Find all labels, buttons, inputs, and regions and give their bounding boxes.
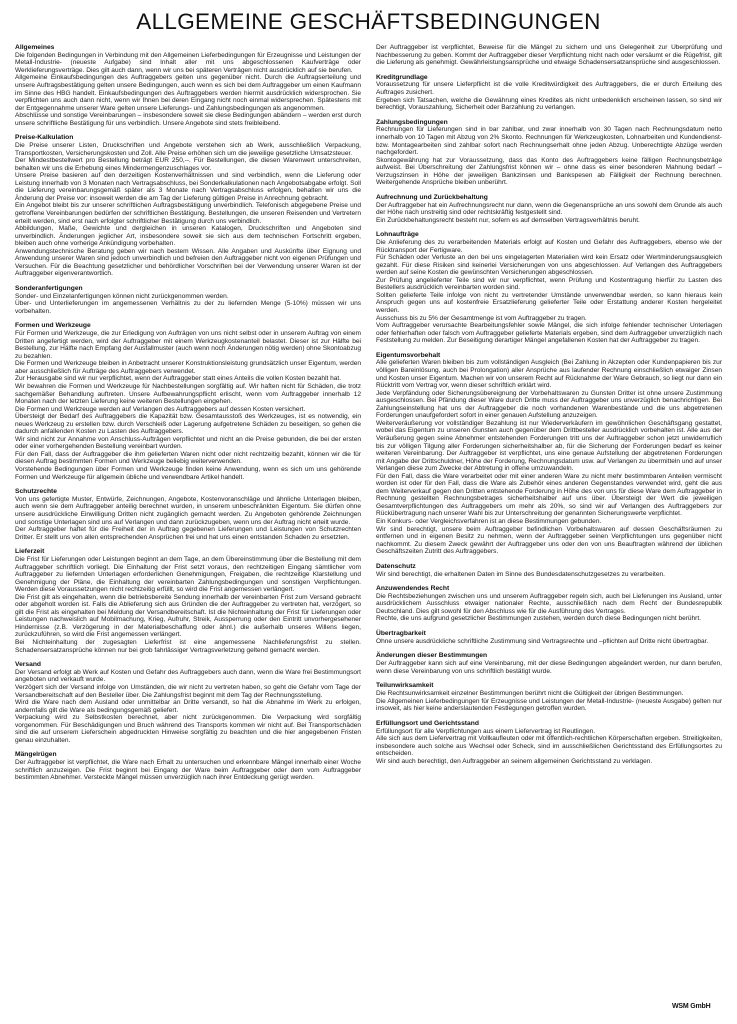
section-paragraph: Für den Fall, dass die Ware verarbeitet oder mit einer anderen Ware zu nicht mehr bestimmbaren Anteilen vermischt worden ist oder für den Fall, dass die Ware als Zubehör eines anderen Gegenstandes verwendet wird, geht die aus dem Weiterverkauf gegen den Dritten entstehende Forderung in Höhe des von uns für diese Ware dem Auftraggeber in Rechnung gestellten Rechnungsbetrages sicherheitshalber auf uns über. Übersteigt der Wert die jeweiligen Gesamtverpflichtungen des Auftraggebers um mehr als 20%, so sind wir auf Verlangen des Auftraggebers zur Rückübertragung nach unserer Wahl bis zur Unterschreitung der genannten Sicherungswerte verpflichtet.: [376, 472, 722, 518]
terms-section: [15, 134, 361, 278]
section-heading: Eigentumsvorbehalt: [376, 351, 441, 359]
section-paragraph: Zur Herausgabe sind wir nur verpflichtet, wenn der Auftraggeber statt eines Anteils die vollen Kosten bezahlt hat.: [15, 375, 342, 383]
terms-section: [376, 720, 722, 766]
terms-section: [376, 630, 722, 645]
section-paragraph: Wird die Ware nach dem Ausland oder unmittelbar an Dritte versandt, so hat die Abnahme im Werk zu erfolgen, andernfalls gilt die Ware als bedingungsgemäß geliefert.: [15, 699, 361, 714]
section-paragraph: Der Auftraggeber hat ein Aufrechnungsrecht nur dann, wenn die Gegenansprüche an uns sowohl dem Grunde als auch der Höhe nach unstreitig sind oder rechtskräftig festgestellt sind.: [376, 201, 722, 217]
section-paragraph: Verpackung wird zu Selbstkosten berechnet, aber nicht zurückgenommen. Die Verpackung wird sorgfältig vorgenommen. Für Beschädigungen und Bruch während des Transports kommen wir nicht auf. Bei Transportschäden sind die auf unserem Lieferschein abgedruckten Hinweise sorgfältig zu beachten und die hier angegebenen Fristen genau einzuhalten.: [15, 714, 361, 744]
section-paragraph: Verzögert sich der Versand infolge von Umständen, die wir nicht zu vertreten haben, so geht die Gefahr vom Tage der Versandbereitschaft auf den Besteller über. Die Zahlungsfrist beginnt mit dem Tag der Rechnungsstellung.: [15, 683, 361, 699]
section-heading: Teilunwirksamkeit: [376, 682, 434, 690]
section-heading: Formen und Werkzeuge: [15, 322, 91, 330]
section-paragraph: Für Formen und Werkzeuge, die zur Erledigung von Aufträgen von uns nicht selbst oder in unserem Auftrag von einem Dritten angefertigt werden, wird der Auftraggeber mit einem Werkzeugkostenanteil belastet. Dieser ist zur Hälfte bei Bestellung, zur Hälfte nach Empfang der Ausfallmuster (auch wenn noch Änderungen nötig werden) ohne Skontoabzug zu bezahlen.: [15, 330, 361, 360]
section-paragraph: Die Allgemeinen Lieferbedingungen für Erzeugnisse und Leistungen der Metall-Industrie- (neueste Ausgabe) gelten nur insoweit, als hier keine anderslautenden Festlegungen getroffen wurden.: [376, 697, 722, 713]
terms-section: [376, 352, 722, 556]
section-paragraph: Der Auftraggeber ist verpflichtet, Beweise für die Mängel zu sichern und uns Gelegenheit zur Überprüfung und Nachbesserung zu geben. Kommt der Auftraggeber dieser Verpflichtung nicht nach oder versäumt er die Rügefrist, gilt die Lieferung als genehmigt. Gewährleistungsansprüche und etwaige Schadensersatzansprüche sind ausgeschlossen.: [376, 44, 722, 67]
section-paragraph: Der Auftraggeber ist verpflichtet, die Ware nach Erhalt zu untersuchen und erkennbare Mängel innerhalb einer Woche schriftlich anzuzeigen. Die Frist beginnt bei Eingang der Ware beim Auftraggeber oder dem vom Auftraggeber bestimmten Abnehmer. Versteckte Mängel müssen unverzüglich nach ihrer Entdeckung gerügt werden.: [15, 759, 361, 782]
section-paragraph: Abschlüsse und sonstige Vereinbarungen – insbesondere soweit sie diese Bedingungen abändern – werden erst durch unsere schriftliche Bestätigung für uns verbindlich. Unsere Angebote sind stets freibleibend.: [15, 112, 361, 127]
section-paragraph: Ein Angebot bleibt bis zur unserer schriftlichen Auftragsbestätigung unverbindlich. Telefonisch abgegebene Preise und getroffene Vereinbarungen bedürfen der schriftlichen Bestätigung. Bestellungen, die unseren Reisenden und Vertretern erteilt werden, sind erst nach erfolgter schriftlicher Bestätigung durch uns verbindlich.: [15, 202, 361, 225]
section-paragraph: Von uns gefertigte Muster, Entwürfe, Zeichnungen, Angebote, Kostenvoranschläge und ähnliche Unterlagen bleiben, auch wenn sie dem Auftraggeber anteilig berechnet wurden, in unserem unbeschränkten Eigentum. Sie dürfen ohne unsere ausdrückliche Einwilligung Dritten nicht zugänglich gemacht werden. Zu Angeboten gehörende Zeichnungen und sonstige Unterlagen sind uns auf Verlangen und dann zurückzugeben, wenn uns der Auftrag nicht erteilt wurde.: [15, 495, 361, 526]
section-paragraph: Erfüllungsort für alle Verpflichtungen aus einem Liefervertrag ist Reutlingen.: [376, 727, 596, 735]
section-paragraph: Abbildungen, Maße, Gewichte und dergleichen in unseren Katalogen, Druckschriften und Angeboten sind unverbindlich. Änderungen jeglicher Art, insbesondere soweit sie sich aus dem technischen Fortschritt ergeben, bleiben auch ohne vorherige Ankündigung vorbehalten.: [15, 225, 361, 248]
terms-section: [15, 285, 361, 315]
terms-section: [15, 751, 361, 781]
section-paragraph: Jede Verpfändung oder Sicherungsübereignung der Vorbehaltswaren zu Gunsten Dritter ist ohne unsere Zustimmung ausgeschlossen. Bei Pfändung dieser Ware durch Dritte muss der Auftraggeber uns unverzüglich benachrichtigen. Bei Zahlungseinstellung hat uns der Auftraggeber die noch vorhandenen Warenbestände und die uns abgetretenen Forderungen unaufgefordert sofort in einer genauen Aufstellung anzuzeigen.: [376, 389, 722, 420]
section-heading: Preise-Kalkulation: [15, 134, 74, 142]
section-heading: Aufrechnung und Zurückbehaltung: [376, 193, 488, 201]
section-heading: Zahlungsbedingungen: [376, 118, 448, 126]
section-paragraph: Unsere Preise basieren auf den derzeitigen Kostenverhältnissen und sind verbindlich, wenn die Lieferung oder Leistung innerhalb von 3 Monaten nach Vertragsabschluss, bei Sonderkalkulationen nach Angebotsabgabe erfolgt. Soll die Lieferung vereinbarungsgemäß später als 3 Monate nach Vertragsabschluss erfolgen, behalten wir uns die Änderung der Preise vor: insoweit werden die am Tag der Lieferung gültigen Preise in Anrechnung gebracht.: [15, 172, 361, 202]
section-paragraph: Die Rechtsunwirksamkeit einzelner Bestimmungen berührt nicht die Gültigkeit der übrigen Bestimmungen.: [376, 690, 684, 698]
section-heading: Kreditgrundlage: [376, 73, 428, 81]
company-name: WSM GmbH: [672, 1003, 711, 1010]
page-title: ALLGEMEINE GESCHÄFTSBEDINGUNGEN: [136, 9, 601, 34]
section-heading: Sonderanfertigungen: [15, 284, 83, 292]
section-paragraph: Über- und Unterlieferungen im angemessenen Verhältnis zu der zu liefernden Menge (5-10%) müssen wir uns vorbehalten.: [15, 300, 361, 315]
section-heading: Mängelrügen: [15, 751, 57, 759]
terms-section: [15, 488, 361, 541]
terms-section: [15, 322, 361, 481]
section-heading: Datenschutz: [376, 562, 416, 570]
section-heading: Versand: [15, 661, 42, 669]
terms-section: [376, 44, 722, 67]
section-paragraph: Die Frist für Lieferungen oder Leistungen beginnt an dem Tage, an dem Übereinstimmung über die Bestellung mit dem Auftraggeber schriftlich vorliegt. Die Einhaltung der Frist setzt voraus, den rechtzeitigen Eingang sämtlicher vom Auftraggeber zu liefernden Unterlagen erforderlichen Genehmigungen, Freigaben, die rechtzeitige Klarstellung und Genehmigung der Pläne, die Einhaltung der vereinbarten Zahlungsbedingungen und sonstigen Verpflichtungen. Werden diese Voraussetzungen nicht rechtzeitig erfüllt, so wird die Frist angemessen verlängert.: [15, 555, 361, 594]
terms-section: [376, 74, 722, 112]
section-paragraph: Wir sind berechtigt, die erhaltenen Daten im Sinne des Bundesdatenschutzgesetzes zu verarbeiten.: [376, 570, 665, 578]
terms-section: [376, 652, 722, 675]
section-paragraph: Wir sind nicht zur Annahme von Anschluss-Aufträgen verpflichtet und nicht an die Preise gebunden, die bei der ersten oder einer vorhergehenden Bestellung vereinbart wurden.: [15, 435, 361, 451]
section-paragraph: Der Mindestbestellwert pro Bestellung beträgt EUR 250,--. Für Bestellungen, die diesen Warenwert unterschreiten, behalten wir uns die Erhebung eines Mindermengenzuschlages vor.: [15, 157, 361, 172]
terms-section: [376, 563, 722, 578]
section-heading: Lohnaufträge: [376, 231, 419, 239]
section-heading: Übertragbarkeit: [376, 630, 426, 638]
section-heading: Schutzrechte: [15, 488, 57, 496]
section-paragraph: Ergeben sich Tatsachen, welche die Gewährung eines Kredites als nicht unbedenklich erscheinen lassen, so sind wir berechtigt, Vorauszahlung, Sicherheit oder Barzahlung zu verlangen.: [376, 96, 722, 112]
section-heading: Anzuwendendes Recht: [376, 585, 450, 593]
section-heading: Änderungen dieser Bestimmungen: [376, 652, 488, 660]
section-paragraph: Vorstehende Bedingungen über Formen und Werkzeuge finden keine Anwendung, wenn es sich um uns gehörende Formen und Werkzeuge für allgemein übliche und verwendbare Artikel handelt.: [15, 465, 361, 481]
section-paragraph: Voraussetzung für unsere Lieferpflicht ist die volle Kreditwürdigkeit des Auftraggebers, die er durch Erteilung des Auftrages zusichert.: [376, 81, 722, 96]
terms-section: [15, 44, 361, 127]
section-paragraph: Für den Fall, dass der Auftraggeber die ihm gelieferten Waren nicht oder nicht rechtzeitig bezahlt, können wir die für diesen Auftrag bestimmten Formen und Werkzeuge beliebig weiterverwenden.: [15, 450, 361, 466]
section-paragraph: Sollten gelieferte Teile infolge von nicht zu vertretender Umstände unverwendbar werden, so kann hieraus kein Anspruch gegen uns auf kostenfreie Ersatzlieferung gelieferter Teile oder Erstattung anderer Kosten hergeleitet werden.: [376, 291, 722, 314]
section-paragraph: Bei Nichteinhaltung der zugesagten Lieferfrist ist eine angemessene Nachlieferungsfrist zu stellen. Schadensersatzansprüche können nur bei grob fahrlässiger Vertragsverletzung geltend gemacht werden.: [15, 638, 361, 654]
section-paragraph: Sonder- und Einzelanfertigungen können nicht zurückgenommen werden.: [15, 292, 229, 300]
section-paragraph: Alle gelieferten Waren bleiben bis zum vollständigen Ausgleich (Bei Zahlung in Akzepten oder Kundenpapieren bis zur völligen Bareinlösung, auch bei Prolongation) aller Ansprüche aus laufender Rechnung einschließlich etwaiger Zinsen und Kosten unser Eigentum. Machen wir von unserem Recht auf Rücknahme der Ware Gebrauch, so liegt nur dann ein Rücktritt vom Vertrag vor, wenn dieser schriftlich erklärt wird.: [376, 359, 722, 390]
section-paragraph: Zur Prüfung angelieferter Teile sind wir nur verpflichtet, wenn Prüfung und Kostentragung hierfür zu Lasten des Bestellers ausdrücklich vereinbarten worden sind.: [376, 276, 722, 292]
section-paragraph: Vom Auftraggeber verursachte Bearbeitungsfehler sowie Mängel, die sich infolge fehlender technischer Unterlagen oder fehlerhaften oder falsch vom Auftraggeber gelieferte Materials ergeben, sind dem Auftraggeber unverzüglich nach Feststellung zu melden. Zur Beseitigung derartiger Mängel angefallenen Kosten hat der Auftraggeber zu tragen.: [376, 322, 722, 345]
section-paragraph: Der Auftraggeber haftet für die Freiheit der in Auftrag gegebenen Lieferungen und Leistungen von Schutzrechten Dritter. Er stellt uns von allen entsprechenden Ansprüchen frei und hat uns einen entstanden Schaden zu ersetzten.: [15, 526, 361, 541]
terms-section: [376, 585, 722, 623]
section-paragraph: Die Formen und Werkzeuge werden auf Verlangen des Auftraggebers auf dessen Kosten versichert.: [15, 405, 306, 413]
terms-section: [376, 231, 722, 344]
section-heading: Lieferzeit: [15, 548, 45, 556]
section-paragraph: Für Schäden oder Verluste an den bei uns eingelagerten Materialien wird kein Ersatz oder Wertminderungsausgleich gezahlt. Für diese Risiken sind keinerlei Versicherungen von uns abgeschlossen. Auf Verlangen des Auftraggebers werden auf seine Kosten die gewünschten Versicherungen abgeschlossen.: [376, 254, 722, 277]
section-paragraph: Ein Konkurs- oder Vergleichsverfahren ist an diese Bestimmungen gebunden.: [376, 517, 602, 525]
section-paragraph: Die Formen und Werkzeuge bleiben in Anbetracht unserer Konstruktionsleistung grundsätzlich unser Eigentum, werden aber ausschließlich für Aufträge des Auftraggebers verwendet.: [15, 360, 361, 375]
section-paragraph: Ein Zurückbehaltungsrecht besteht nur, sofern es auf demselben Vertragsverhältnis beruht.: [376, 216, 640, 224]
section-paragraph: Alle sich aus dem Liefervertrag mit Vollkaufleuten oder mit öffentlich-rechtlichen Körperschaften ergeben. Streitigkeiten, insbesondere auch solche aus Wechsel oder Scheck, sind im ausschließlichen Gerichtsstand des Erfüllungsortes zu entscheiden.: [376, 735, 722, 758]
section-paragraph: Die Preise unserer Listen, Druckschriften und Angebote verstehen sich ab Werk, ausschließlich Verpackung, Transportkosten, Versicherungskosten und Zoll. Alle Preise erhöhen sich um die jeweilige gesetzliche Umsatzsteuer.: [15, 142, 361, 157]
section-paragraph: Die Anlieferung des zu verarbeitenden Materials erfolgt auf Kosten und Gefahr des Auftraggebers, ebenso wie der Rücktransport der Fertigware.: [376, 239, 722, 254]
terms-section: [376, 194, 722, 224]
section-paragraph: Die Frist gilt als eingehalten, wenn die betriebsbereite Sendung innerhalb der vereinbarten Frist zum Versand gebracht oder abgeholt worden ist. Falls die Ablieferung sich aus Gründen die der Auftraggeber zu vertreten hat, verzögert, so gilt die Frist als eingehalten bei Meldung der Versandbereitschaft. Ist die Nichteinhaltung der Frist für Lieferungen oder Leistungen nachweislich auf Mobilmachung, Krieg, Aufruhr, Streik, Aussperrung oder den Eintritt unvorhergesehener Hindernisse (z.B. Verzögerung in der Materialbeschaffung oder ähnl.) die außerhalb unseres Willens liegen, zurückzuführen, so wird die Frist angemessen verlängert.: [15, 593, 361, 639]
section-paragraph: Weiterveräußerung vor vollständiger Bezahlung ist nur Wiederverkäufern im gewöhnlichen Geschäftsgang gestattet, wobei das Eigentum zu unseren Gunsten auch gegenüber dem Drittbesteller ausdrücklich vorbehalten ist. Alle aus der Veräußerung gegen seine Abnehmer entstehenden Forderungen tritt uns der Auftraggeber schon jetzt unwiderruflich bis zur völligen Tilgung aller Forderungen sicherheitshalber ab, für die Sicherung der Forderungen bedarf es keiner weiteren Vereinbarung. Der Auftraggeber ist verpflichtet, uns eine genaue Aufstellung der abgetretenen Forderungen mit Angabe der Drittschuldner, Höhe der Forderung, Rechnungsdatum usw. auf Verlangen zu übermitteln und auf unser Verlangen diese zum Zwecke der Abtretung in offene umzuwandeln.: [376, 419, 722, 473]
section-paragraph: Rechte, die uns aufgrund gesetzlicher Bestimmungen zustehen, werden durch diese Bedingungen nicht berührt.: [376, 615, 702, 623]
terms-section: [376, 119, 722, 187]
section-paragraph: Übersteigt der Bedarf des Auftraggebers die Kapazität bzw. Gesamtausstoß des Werkzeuges, ist es notwendig, ein neues Werkzeug zu erstellen bzw. durch Verschleiß oder Lagerung aufgetretene Schäden zu beseitigen, so gehen die dadurch anfallenden Kosten zu Lasten des Auftraggebers.: [15, 413, 361, 436]
left-column: [15, 44, 361, 1006]
section-paragraph: Allgemeine Einkaufsbedingungen des Auftraggebers gelten uns gegenüber nicht. Durch die Auftragserteilung und unsere Auftragsbestätigung gelten unsere Bedingungen, auch wenn es sich bei dem Auftraggeber um einen Kaufmann im Sinne des HBG handelt. Einkaufsbedingungen des Auftraggebers werden hiermit ausdrücklich widersprochen. Sie verpflichten uns auch dann nicht, wenn wir Ihnen bei deren Eingang nicht noch einmal widersprechen. Spätestens mit der Entgegennahme unserer Ware gelten unsere Lieferungs- und Zahlungsbedingungen als angenommen.: [15, 74, 361, 112]
section-paragraph: Ohne unsere ausdrückliche schriftliche Zustimmung sind Vertragsrechte und –pflichten auf Dritte nicht übertragbar.: [376, 637, 709, 645]
section-paragraph: Der Auftraggeber kann sich auf eine Vereinbarung, mit der diese Bedingungen abgeändert werden, nur dann berufen, wenn diese Vereinbarung von uns schriftlich bestätigt wurde.: [376, 660, 722, 675]
section-paragraph: Wir sind auch berechtigt, den Auftraggeber an seinem allgemeinen Gerichtsstand zu verklagen.: [376, 757, 653, 765]
section-heading: Erfüllungsort und Gerichtsstand: [376, 719, 479, 727]
section-paragraph: Skontogewährung hat zur Voraussetzung, dass das Konto des Auftraggebers keine fälligen Rechnungsbeträge aufweist. Bei Überschreitung der Zahlungsfrist können wir – ohne dass es einer besonderen Mahnung bedarf – Verzugszinsen in Höhe der jeweiligen Bankzinsen und Bankspesen ab Fälligkeit der Rechnung berechnen. Weitergehende Ansprüche bleiben unberührt.: [376, 156, 722, 187]
section-paragraph: Die Rechtsbeziehungen zwischen uns und unserem Auftraggeber regeln sich, auch bei Lieferungen ins Ausland, unter ausdrücklichem Ausschluss etwaiger nationaler Rechte, ausschließlich nach dem Recht der Bundesrepublik Deutschland. Dies gilt sowohl für den Abschluss wie für die Ausführung des Vertrages.: [376, 592, 722, 615]
terms-section: [15, 548, 361, 654]
section-heading: Allgemeines: [15, 44, 55, 51]
section-paragraph: Rechnungen für Lieferungen sind in bar zahlbar, und zwar innerhalb von 30 Tagen nach Rechnungsdatum netto innerhalb von 10 Tagen mit Abzug von 2% Skonto. Rechnungen für Werkzeugkosten, Lohnarbeiten und Kundendienst- bzw. Montagearbeiten sind zahlbar sofort nach Rechnungserhalt ohne jeden Abzug. Unberechtigte Abzüge werden nachgefordert.: [376, 126, 722, 157]
right-column: [376, 44, 722, 1006]
terms-section: [376, 682, 722, 712]
section-paragraph: Wir sind berechtigt, unsere beim Auftraggeber befindlichen Vorbehaltswaren auf dessen Geschäftsräumen zu entfernen und in eigenen Besitz zu nehmen, wenn der Auftraggeber seinen Verpflichtungen uns gegenüber nicht nachkommt. Zu diesem Zweck gewährt der Auftraggeber uns oder den von uns Beauftragten während der üblichen Geschäftszeiten Zutritt des Auftraggebers.: [376, 525, 722, 556]
section-paragraph: Der Versand erfolgt ab Werk auf Kosten und Gefahr des Auftraggebers auch dann, wenn die Ware frei Bestimmungsort angeboten und verkauft wurde.: [15, 668, 361, 684]
section-paragraph: Die folgenden Bedingungen in Verbindung mit den Allgemeinen Lieferbedingungen für Erzeugnisse und Leistungen der Metall-Industrie- (neueste Aufgabe) sind Inhalt aller mit uns abgeschlossenen Kaufverträge oder Werklieferungsverträge. Dies gilt auch dann, wenn wir uns bei späteren Verträgen nicht ausdrücklich auf sie berufen.: [15, 51, 361, 74]
section-paragraph: Wir bewahren die Formen und Werkzeuge für Nachbestellungen sorgfältig auf. Wir haften nicht für Schäden, die trotz sachgemäßer Behandlung auftreten. Unsere Aufbewahrungspflicht erlischt, wenn vom Auftraggeber innerhalb 12 Monaten nach der letzten Lieferung keine weiteren Bestellungen eingehen.: [15, 382, 361, 406]
terms-section: [15, 661, 361, 744]
section-paragraph: Anwendungstechnische Beratung geben wir nach bestem Wissen. Alle Angaben und Auskünfte über Eignung und Anwendung unserer Waren sind jedoch unverbindlich und befreien den Auftraggeber nicht von eigenen Prüfungen und Versuchen. Für die Beachtung gesetzlicher und behördlicher Vorschriften bei der Verwendung unserer Waren ist der Auftraggeber eigenverantwortlich.: [15, 247, 361, 278]
section-paragraph: Ausschuss bis zu 5% der Gesamtmenge ist vom Auftraggeber zu tragen.: [376, 314, 587, 322]
